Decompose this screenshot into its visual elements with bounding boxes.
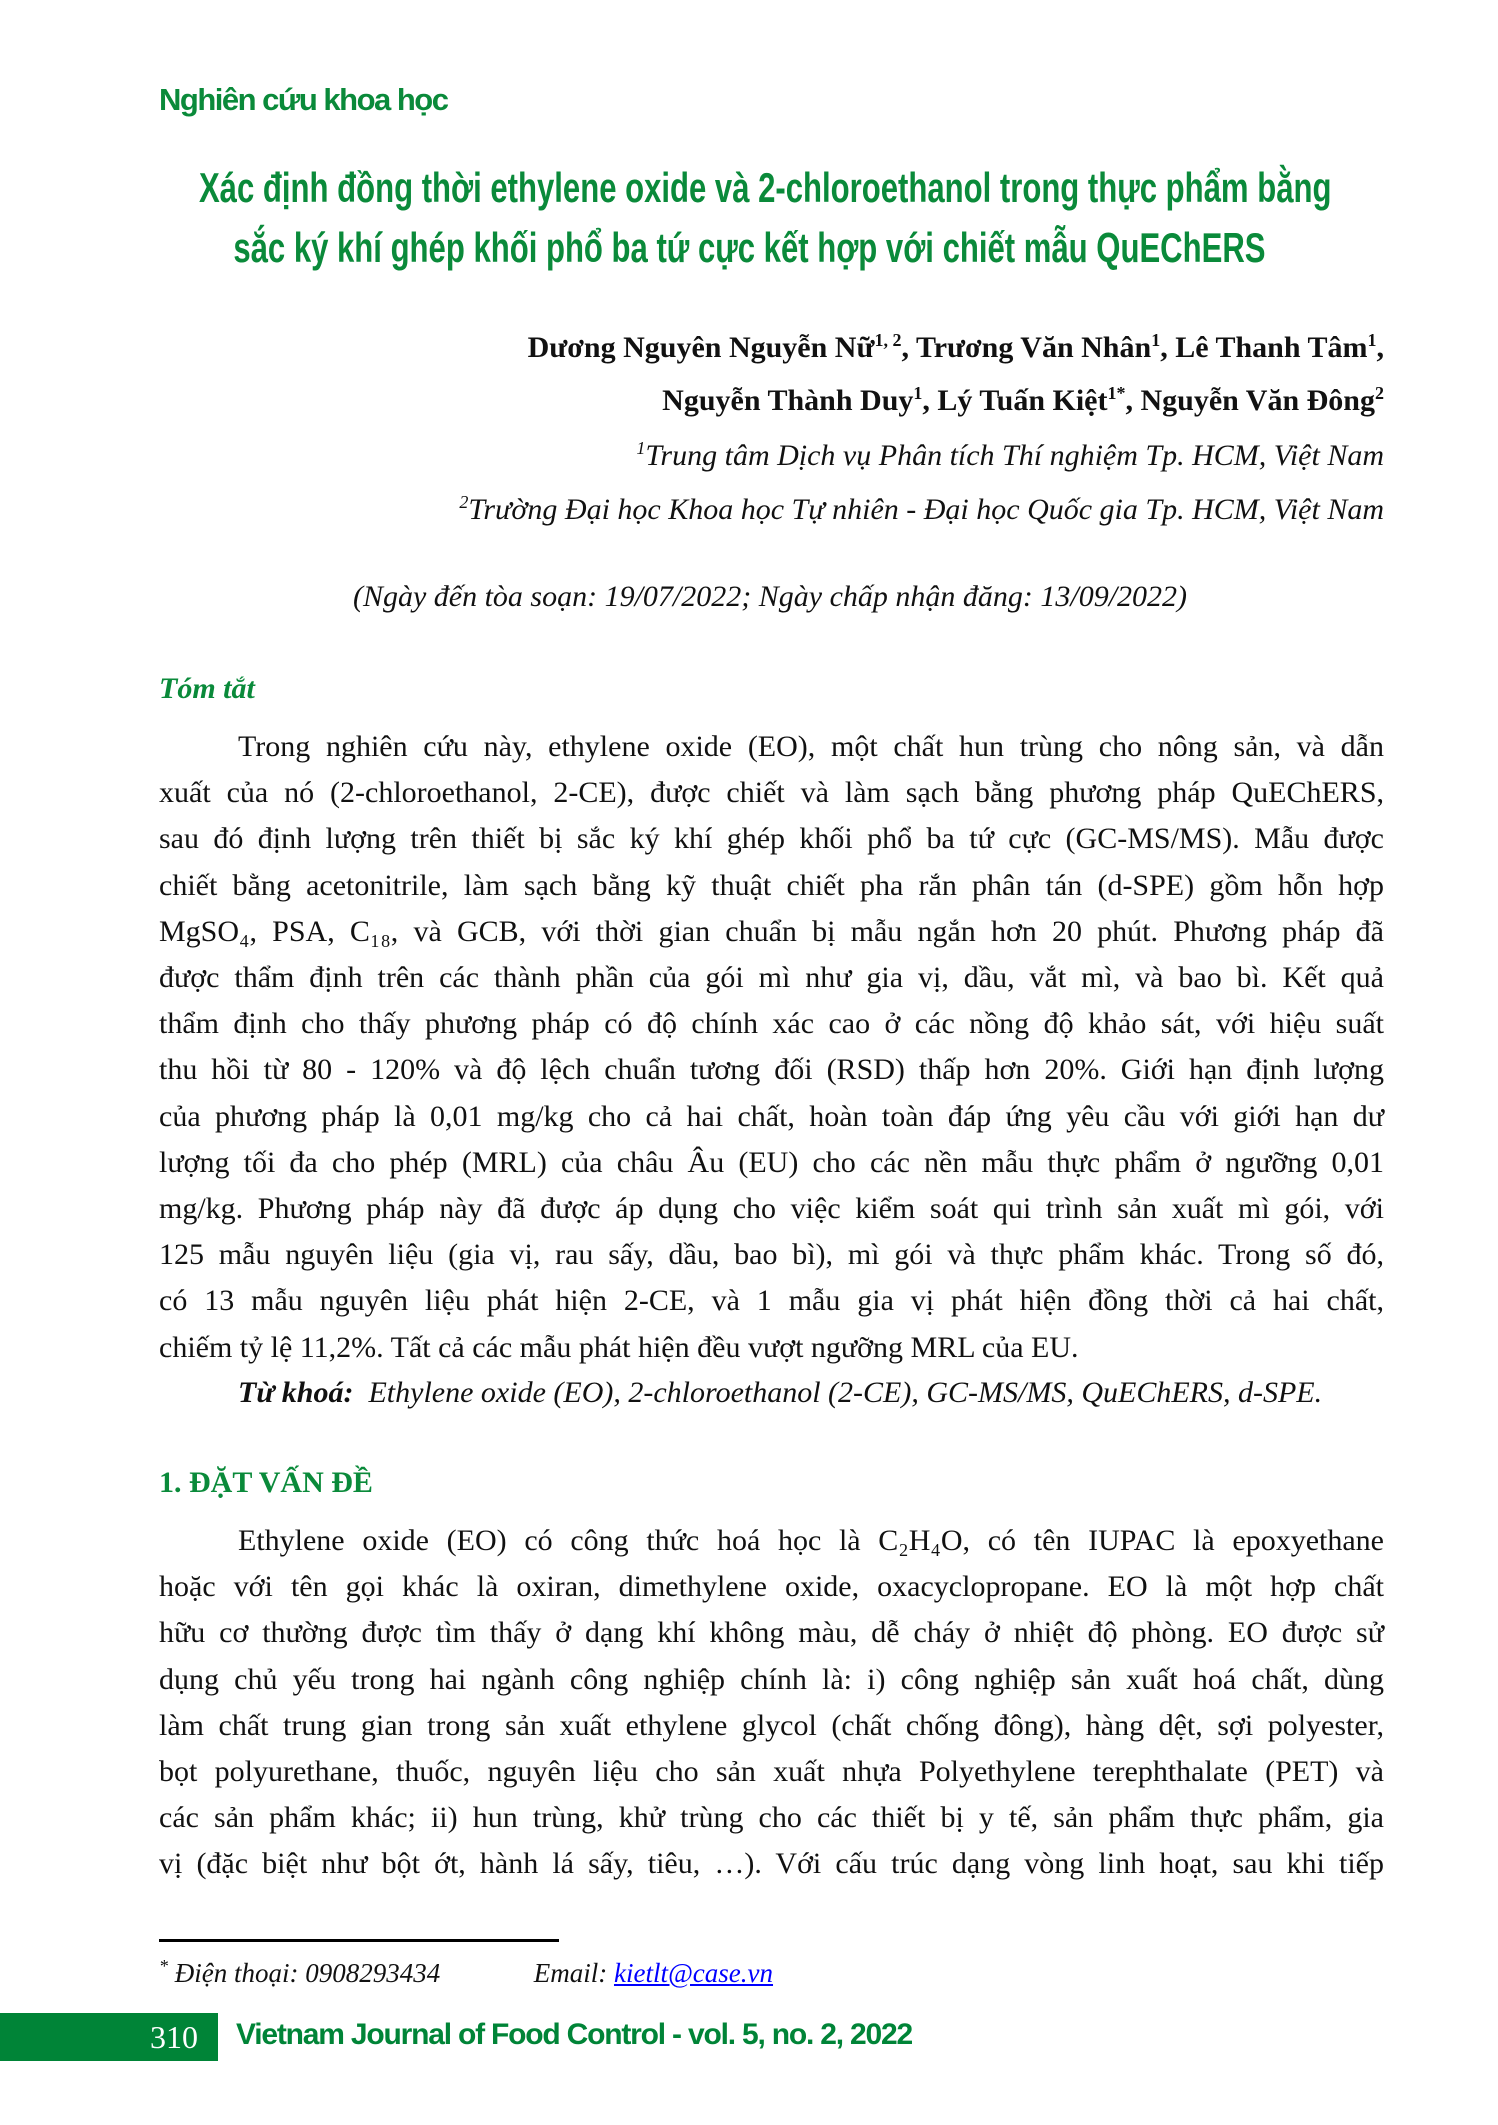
text-line: 125 mẫu nguyên liệu (gia vị, rau sấy, dầu, bao bì), mì gói và thực phẩm khác. Trong số đó, xyxy=(159,1238,1384,1272)
affil-number: 2 xyxy=(459,492,469,512)
page-number: 310 xyxy=(150,2019,198,2055)
text-line: hữu cơ thường được tìm thấy ở dạng khí không màu, dễ cháy ở nhiệt độ phòng. EO được sử xyxy=(159,1616,1384,1650)
text-line: Trong nghiên cứu này, ethylene oxide (EO), một chất hun trùng cho nông sản, và dẫn xyxy=(238,730,1384,763)
journal-name: Vietnam Journal of Food Control - vol. 5, no. 2, 2022 xyxy=(236,2018,912,2051)
separator: , xyxy=(901,331,916,364)
author-affil: 1, 2 xyxy=(874,330,902,350)
separator: , xyxy=(1376,331,1384,364)
text-line: thẩm định cho thấy phương pháp có độ chính xác cao ở các nồng độ khảo sát, với hiệu suất xyxy=(159,1007,1384,1041)
text-line: có 13 mẫu nguyên liệu phát hiện 2-CE, và 1 mẫu gia vị phát hiện đồng thời cả hai chất, xyxy=(159,1284,1384,1318)
text-line: các sản phẩm khác; ii) hun trùng, khử trùng cho các thiết bị y tế, sản phẩm thực phẩm, gia xyxy=(159,1801,1384,1835)
author-name: Dương Nguyên Nguyễn Nữ xyxy=(527,331,875,364)
footnote-phone: Điện thoại: 0908293434 xyxy=(174,1958,441,1988)
keywords-text: Ethylene oxide (EO), 2-chloroethanol (2-CE), GC-MS/MS, QuEChERS, d-SPE. xyxy=(368,1376,1323,1409)
article-title-line-2 xyxy=(0,224,1498,272)
footnote-marker: * xyxy=(159,1956,168,1976)
text-line: được thẩm định trên các thành phần của gói mì như gia vị, dầu, vắt mì, và bao bì. Kết quả xyxy=(159,961,1384,994)
author-name: Nguyễn Văn Đông xyxy=(1140,384,1375,417)
text-line: chiếm tỷ lệ 11,2%. Tất cả các mẫu phát hiện đều vượt ngưỡng MRL của EU. xyxy=(159,1330,1079,1364)
title-text: sắc ký khí ghép khối phổ ba tứ cực kết hợp với chiết mẫu QuEChERS xyxy=(232,224,1266,271)
section-tag: Nghiên cứu khoa học xyxy=(159,82,448,117)
affiliation-1 xyxy=(636,439,1384,473)
author-affil: 1 xyxy=(913,383,923,403)
authors-line-2 xyxy=(662,384,1384,418)
affil-text: Trường Đại học Khoa học Tự nhiên - Đại học Quốc gia Tp. HCM, Việt Nam xyxy=(468,493,1384,526)
text-line: vị (đặc biệt như bột ớt, hành lá sấy, tiêu, …). Với cấu trúc dạng vòng linh hoạt, sau khi tiếp xyxy=(159,1847,1384,1881)
footnote xyxy=(159,1958,773,1989)
abstract-heading: Tóm tắt xyxy=(159,672,255,705)
email-link[interactable]: kietlt@case.vn xyxy=(613,1958,774,1988)
text-line: hoặc với tên gọi khác là oxiran, dimethylene oxide, oxacyclopropane. EO là một hợp chất xyxy=(159,1570,1384,1604)
text-line: Ethylene oxide (EO) có công thức hoá học là C₂H₄O, có tên IUPAC là epoxyethane xyxy=(238,1524,1384,1557)
author-affil: 1* xyxy=(1107,383,1126,403)
footnote-email-label: Email: xyxy=(533,1958,608,1988)
text-line: sau đó định lượng trên thiết bị sắc ký khí ghép khối phổ ba tứ cực (GC-MS/MS). Mẫu được xyxy=(159,822,1384,856)
author-name: Trương Văn Nhân xyxy=(915,331,1152,364)
text-line: làm chất trung gian trong sản xuất ethylene glycol (chất chống đông), hàng dệt, sợi polyester, xyxy=(159,1708,1384,1742)
authors-line-1 xyxy=(528,331,1384,365)
submission-dates: (Ngày đến tòa soạn: 19/07/2022; Ngày chấp nhận đăng: 13/09/2022) xyxy=(352,580,1188,613)
separator: , xyxy=(922,384,938,417)
affil-number: 1 xyxy=(636,438,646,458)
separator: , xyxy=(1125,384,1141,417)
article-title-line-1 xyxy=(0,164,1498,212)
affiliation-2 xyxy=(459,493,1384,527)
text-line: bọt polyurethane, thuốc, nguyên liệu cho sản xuất nhựa Polyethylene terephthalate (PET) và xyxy=(159,1755,1384,1788)
text-line: thu hồi từ 80 - 120% và độ lệch chuẩn tương đối (RSD) thấp hơn 20%. Giới hạn định lượng xyxy=(159,1053,1384,1087)
text-line: lượng tối đa cho phép (MRL) của châu Âu (EU) cho các nền mẫu thực phẩm ở ngưỡng 0,01 xyxy=(159,1145,1384,1179)
author-affil: 1 xyxy=(1151,330,1161,350)
text-line: xuất của nó (2-chloroethanol, 2-CE), được chiết và làm sạch bằng phương pháp QuEChERS, xyxy=(159,776,1384,810)
author-affil: 1 xyxy=(1367,330,1377,350)
section-1-heading: 1. ĐẶT VẤN ĐỀ xyxy=(159,1466,373,1499)
author-name: Lý Tuấn Kiệt xyxy=(937,384,1108,417)
keywords-label: Từ khoá: xyxy=(238,1376,354,1409)
separator: , xyxy=(1160,331,1176,364)
author-affil: 2 xyxy=(1375,383,1384,403)
page-number-bar xyxy=(0,2013,218,2061)
text-line: mg/kg. Phương pháp này đã được áp dụng cho việc kiểm soát qui trình sản xuất mì gói, với xyxy=(159,1192,1384,1225)
text-line: của phương pháp là 0,01 mg/kg cho cả hai chất, hoàn toàn đáp ứng yêu cầu với giới hạn dư xyxy=(159,1099,1384,1133)
author-name: Nguyễn Thành Duy xyxy=(662,384,914,417)
text-line: dụng chủ yếu trong hai ngành công nghiệp chính là: i) công nghiệp sản xuất hoá chất, dùng xyxy=(159,1662,1384,1696)
author-name: Lê Thanh Tâm xyxy=(1175,331,1368,364)
affil-text: Trung tâm Dịch vụ Phân tích Thí nghiệm Tp. HCM, Việt Nam xyxy=(645,439,1384,472)
text-line: chiết bằng acetonitrile, làm sạch bằng kỹ thuật chiết pha rắn phân tán (d-SPE) gồm hỗn hợp xyxy=(159,868,1384,902)
keywords xyxy=(238,1376,1322,1410)
title-text: Xác định đồng thời ethylene oxide và 2-chloroethanol trong thực phẩm bằng xyxy=(198,164,1332,211)
text-line: MgSO₄, PSA, C₁₈, và GCB, với thời gian chuẩn bị mẫu ngắn hơn 20 phút. Phương pháp đã xyxy=(159,914,1384,948)
footnote-divider xyxy=(159,1939,559,1942)
